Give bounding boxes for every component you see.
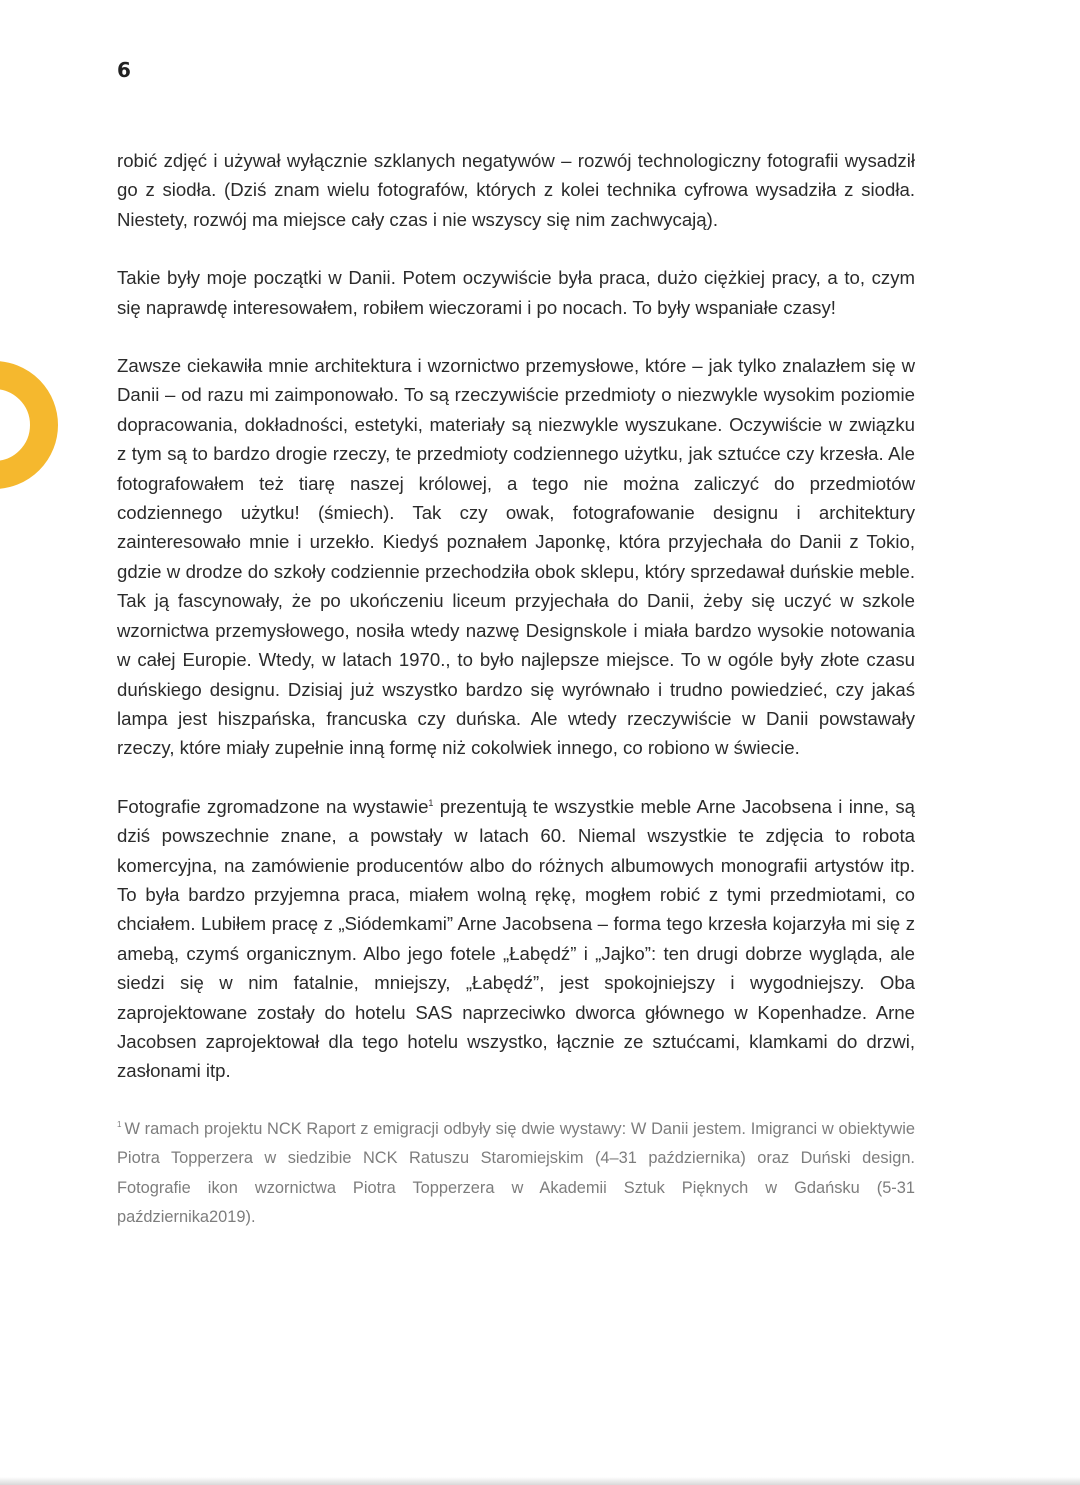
article-body (117, 146, 915, 1232)
paragraph-4-rest: prezentują te wszystkie meble Arne Jacobsena i inne, są dziś powszechnie znane, a powstały w latach 60. Niemal wszystkie te zdjęcia to robota komercyjna, na zamówienie producentów albo do różnych albumowych monografii artystów itp. To była bardzo przyjemna praca, miałem wolną rękę, mogłem robić z tymi przedmiotami, co chciałem. Lubiłem pracę z „Siódemkami” Arne Jacobsena – forma tego krzesła kojarzyła mi się z amebą, czymś organicznym. Albo jego fotele „Łabędź” i „Jajko”: ten drugi dobrze wygląda, ale siedzi się w nim fatalnie, mniejszy, „Łabędź”, jest spokojniejszy i wygodniejszy. Oba zaprojektowane zostały do hotelu SAS naprzeciwko dworca głównego w Kopenhadze. Arne Jacobsen zaprojektował dla tego hotelu wszystko, łącznie ze sztućcami, klamkami do drzwi, zasłonami itp. (117, 795, 915, 1082)
footnote-reference[interactable]: 1 (428, 797, 434, 808)
page-bottom-edge (0, 1477, 1080, 1485)
paragraph-4-start: Fotografie zgromadzone na wystawie (117, 795, 429, 817)
paragraph-2: Takie były moje początki w Danii. Potem oczywiście była praca, dużo ciężkiej pracy, a to, czym się naprawdę interesowałem, robiłem wieczorami i po nocach. To były wspaniałe czasy! (117, 267, 915, 318)
paragraph-1: robić zdjęć i używał wyłącznie szklanych negatywów – rozwój technologiczny fotografii wysadził go z siodła. (Dziś znam wielu fotografów, których z kolei technika cyfrowa wysadziła z siodła. Niestety, rozwój ma miejsce cały czas i nie wszyscy się nim zachwycają). (117, 150, 915, 230)
footnote (117, 1115, 915, 1233)
footnote-mark: 1 (117, 1120, 122, 1130)
decorative-ring-stroke (0, 375, 44, 475)
paragraph-3: Zawsze ciekawiła mnie architektura i wzornictwo przemysłowe, które – jak tylko znalazłem się w Danii – od razu mi zaimponowało. To są rzeczywiście przedmioty o niezwykle wysokim poziomie dopracowania, dokładności, estetyki, materiały są niezwykle wyszukane. Oczywiście w związku z tym są to bardzo drogie rzeczy, te przedmioty codziennego użytku, jak sztućce czy krzesła. Ale fotografowałem też tiarę naszej królowej, a tego nie można zaliczyć do przedmiotów codziennego użytku! (śmiech). Tak czy owak, fotografowanie designu i architektury zainteresowało mnie i urzekło. Kiedyś poznałem Japonkę, która przyjechała do Danii z Tokio, gdzie w drodze do szkoły codziennie przechodziła obok sklepu, który sprzedawał duńskie meble. Tak ją fascynowały, że po ukończeniu liceum przyjechała do Danii, żeby się uczyć w szkole wzornictwa przemysłowego, nosiła wtedy nazwę Designskole i miała bardzo wysokie notowania w całej Europie. Wtedy, w latach 1970., to było najlepsze miejsce. To w ogóle były złote czasu duńskiego designu. Dzisiaj już wszystko bardzo się wyrównało i trudno powiedzieć, czy jakaś lampa jest hiszpańska, francuska czy duńska. Ale wtedy rzeczywiście w Danii powstawały rzeczy, które miały zupełnie inną formę niż cokolwiek innego, co robiono w świecie. (117, 355, 915, 759)
page-number: 6 (117, 58, 131, 82)
paragraph-4 (117, 792, 915, 1086)
decorative-ring-graphic (0, 361, 58, 489)
footnote-text: W ramach projektu NCK Raport z emigracji odbyły się dwie wystawy: W Danii jestem. Imigranci w obiektywie Piotra Topperzera w siedzibie NCK Ratuszu Staromiejskim (4–31 października) oraz Duński design. Fotografie ikon wzornictwa Piotra Topperzera w Akademii Sztuk Pięknych w Gdańsku (5-31 października2019). (117, 1119, 915, 1226)
